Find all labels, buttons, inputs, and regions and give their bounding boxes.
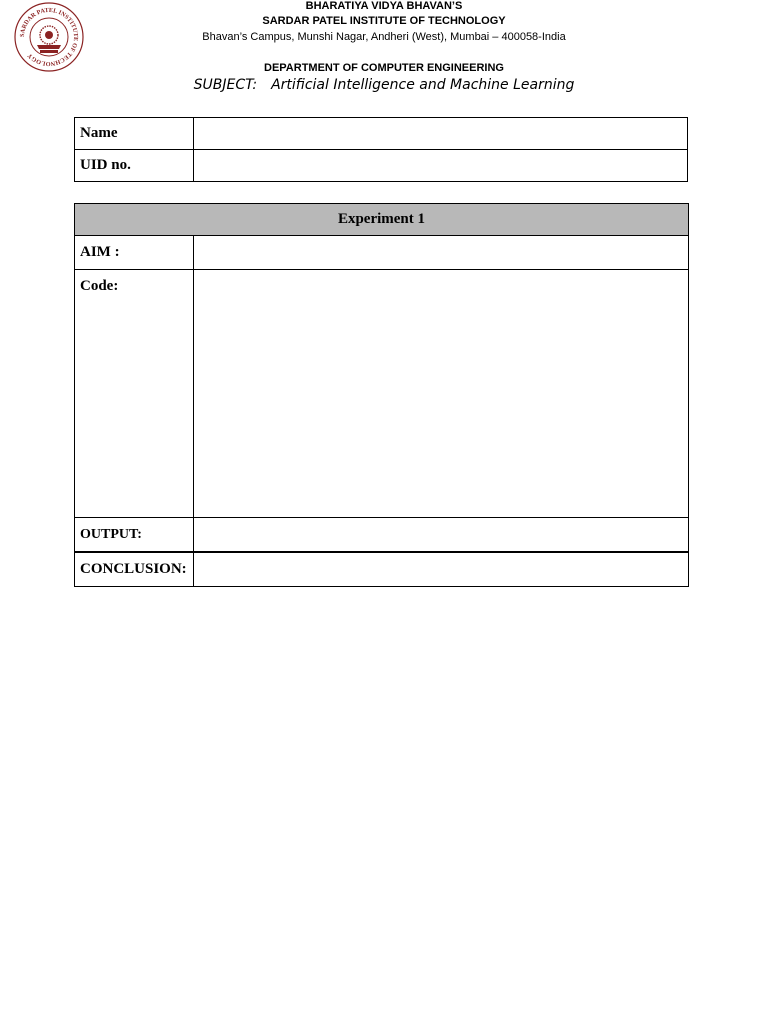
aim-row: [75, 236, 689, 270]
name-field[interactable]: [194, 118, 688, 150]
experiment-header-row: [75, 204, 689, 236]
student-info-table: [74, 117, 688, 182]
code-row: [75, 270, 689, 518]
conclusion-row: [75, 552, 689, 587]
output-field[interactable]: [194, 518, 689, 553]
uid-field[interactable]: [194, 150, 688, 182]
institute-name: SARDAR PATEL INSTITUTE OF TECHNOLOGY: [262, 15, 506, 27]
output-row: [75, 518, 689, 553]
experiment-title: Experiment 1: [75, 204, 689, 236]
uid-label: UID no.: [75, 150, 194, 182]
output-label: OUTPUT:: [75, 518, 194, 553]
code-label: Code:: [75, 270, 194, 518]
aim-field[interactable]: [194, 236, 689, 270]
org-name: BHARATIYA VIDYA BHAVAN’S: [305, 0, 463, 12]
subject-name: Artificial Intelligence and Machine Learning: [271, 77, 575, 93]
subject-label: SUBJECT:: [193, 77, 258, 93]
department-name: DEPARTMENT OF COMPUTER ENGINEERING: [264, 62, 504, 74]
conclusion-field[interactable]: [194, 552, 689, 587]
name-row: [75, 118, 688, 150]
code-field[interactable]: [194, 270, 689, 518]
logo-ring-text: SARDAR PATEL INSTITUTE OF TECHNOLOGY: [18, 6, 80, 68]
aim-label: AIM :: [75, 236, 194, 270]
subject-line: [0, 78, 768, 92]
uid-row: [75, 150, 688, 182]
conclusion-label: CONCLUSION:: [75, 552, 194, 587]
name-label: Name: [75, 118, 194, 150]
institute-address: Bhavan’s Campus, Munshi Nagar, Andheri (West), Mumbai – 400058-India: [202, 31, 566, 43]
experiment-table: [74, 203, 689, 587]
